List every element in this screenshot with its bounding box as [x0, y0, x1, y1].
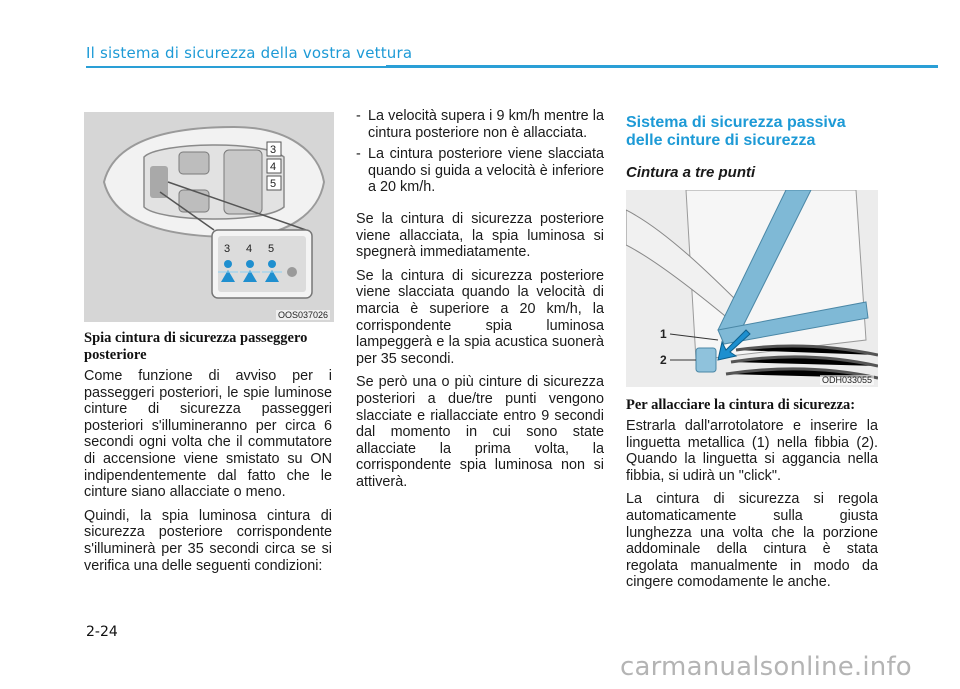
seatbelt-illustration: [626, 190, 878, 387]
figure-code: ODH033055: [821, 375, 872, 385]
seat-number-label: 3: [224, 243, 231, 255]
rear-seatbelt-indicator-figure: [84, 112, 334, 322]
figure-label: 2: [660, 353, 667, 367]
figure-code: OOS037026: [277, 310, 328, 320]
list-item-text: La cintura posteriore viene slacciata quando si guida a velocità è inferiore a 20 km/h.: [368, 146, 604, 196]
body-paragraph: Come funzione di avviso per i passeggeri posteriori, le spie luminose cinture di sicurezza passeggeri posteriori s'illumineranno per circa 6 secondi ogni volta che il commutatore di accensione viene smistato su ON indipendentemente dal fatto che le cinture siano allacciate o meno.: [84, 368, 332, 501]
section-heading: Spia cintura di sicurezza passeggero posteriore: [84, 330, 308, 363]
page-number: 2-24: [86, 624, 118, 640]
body-paragraph: La cintura di sicurezza si regola automaticamente sulla giusta lunghezza una volta che la porzione addominale della cintura è stata regolata manualmente in modo da cingere comodamente le anche.: [626, 491, 878, 591]
column-1: [84, 100, 332, 581]
seat-number-label: 4: [246, 243, 253, 255]
section-header-title: Il sistema di sicurezza della vostra vettura: [86, 44, 413, 62]
figure-label: 1: [660, 327, 667, 341]
column-3: [626, 100, 878, 598]
seat-number-label: 4: [270, 161, 277, 173]
body-paragraph: Quindi, la spia luminosa cintura di sicurezza posteriore corrispondente s'illuminerà per 35 secondi circa se si verifica una delle seguenti condizioni:: [84, 507, 332, 574]
list-item: [356, 108, 604, 141]
seatbelt-fastening-figure: [626, 190, 878, 387]
body-paragraph: Estrarla dall'arrotolatore e inserire la linguetta metallica (1) nella fibbia (2). Quando la linguetta si aggancia nella fibbia, si udirà un "click".: [626, 418, 878, 484]
section-heading: Per allacciare la cintura di sicurezza:: [626, 397, 856, 413]
section-title: Sistema di sicurezza passiva delle cinture di sicurezza: [626, 114, 846, 149]
seat-number-label: 3: [270, 144, 277, 156]
watermark-text: carmanualsonline.info: [620, 652, 912, 682]
body-paragraph: Se la cintura di sicurezza posteriore viene allacciata, la spia luminosa si spegnerà immediatamente.: [356, 210, 604, 261]
column-2: [356, 108, 604, 497]
body-paragraph: Se però una o più cinture di sicurezza posteriori a due/tre punti vengono slacciate e riallacciate entro 9 secondi dal momento in cui sono state allacciate la prima volta, la corrispondente spia luminosa non si attiverà.: [356, 374, 604, 490]
car-top-view-illustration: [84, 112, 334, 322]
body-paragraph: Se la cintura di sicurezza posteriore viene slacciata quando la velocità di marcia è superiore a 20 km/h, la corrispondente spia luminosa lampeggerà e la spia acustica suonerà per 35 secondi.: [356, 267, 604, 367]
list-item-text: La velocità supera i 9 km/h mentre la cintura posteriore non è allacciata.: [368, 108, 604, 141]
bullet-dash: -: [356, 108, 361, 124]
seat-number-label: 5: [270, 178, 277, 190]
bullet-dash: -: [356, 146, 361, 163]
header-rule: [86, 65, 938, 68]
list-item: [356, 146, 604, 196]
sub-title: Cintura a tre punti: [626, 164, 756, 181]
seat-number-label: 5: [268, 243, 275, 255]
